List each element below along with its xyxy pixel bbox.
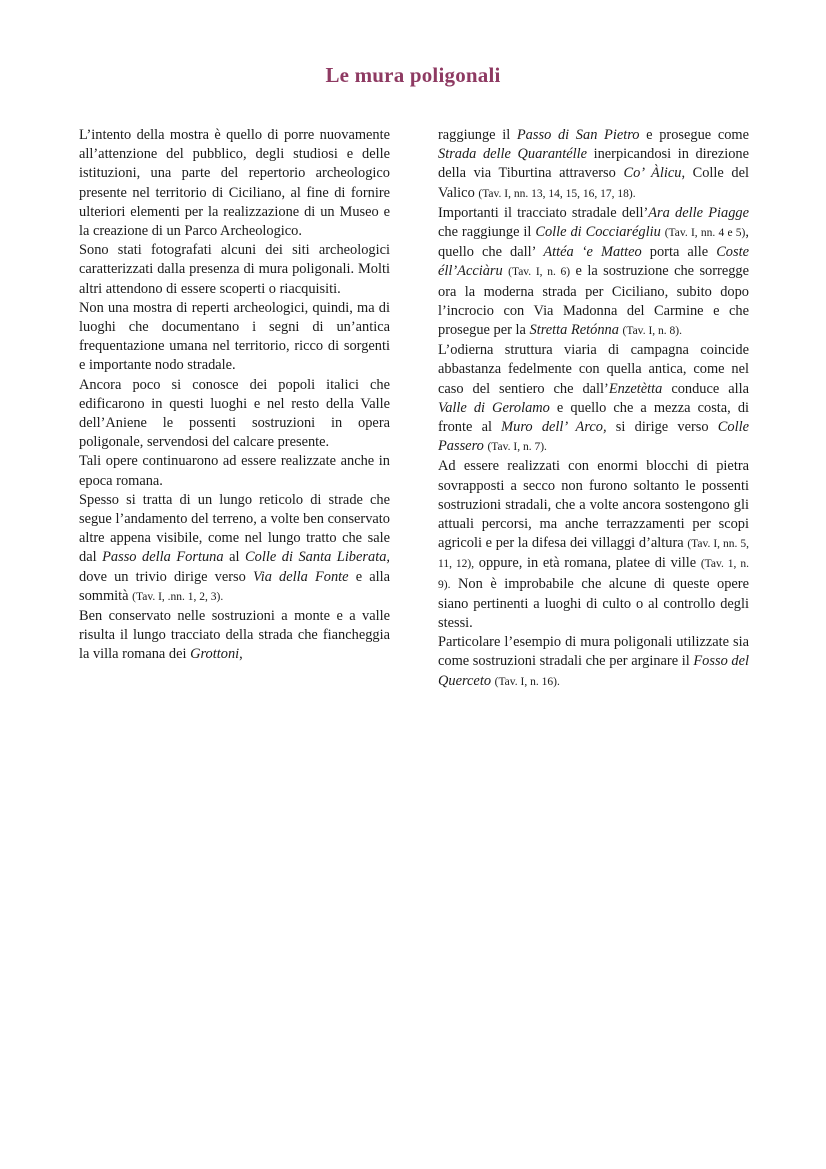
plate-reference: (Tav. I, n. 8). — [622, 325, 682, 338]
right-column — [438, 126, 749, 692]
place-name: Grottoni — [190, 646, 240, 663]
plate-reference: (Tav. I, n. 6) — [508, 266, 571, 279]
text-run: Ad essere realizzati con enormi blocchi di pietra sovrapposti a secco non furono soltanto le possenti sostruzioni stradali, che a volte ancora sostengono gli attuali percorsi, ma anche terrazzamenti per scopi agricoli e per la difesa dei villaggi d’altura — [438, 458, 749, 552]
place-name: Stretta Retónna — [529, 322, 619, 339]
text-run: raggiunge il — [438, 127, 517, 143]
paragraph — [438, 457, 749, 633]
text-run: oppure, in età romana, platee di ville — [474, 555, 701, 572]
text-run: Ben conservato nelle sostruzioni a monte e a valle risulta il lungo tracciato della strada che fiancheggia la villa romana dei — [79, 608, 390, 663]
place-name: Muro dell’ Arco, — [501, 419, 607, 436]
place-name: Coste éll’Acciàru — [438, 244, 749, 280]
place-name: Colle di Santa Liberata, — [245, 549, 390, 566]
paragraph — [79, 491, 390, 607]
text-run: L’odierna struttura viaria di campagna coincide abbastanza fedelmente con quella antica, come nel caso del sentiero che dall’ — [438, 342, 749, 397]
plate-reference: (Tav. I, nn. 5, 11, 12), — [438, 538, 749, 571]
left-column — [79, 126, 390, 665]
place-name: Strada delle Quarantélle — [438, 146, 588, 163]
text-run: Non è improbabile che alcune di queste opere siano pertinenti a luoghi di culto o al controllo degli stessi. — [438, 575, 749, 632]
text-run: Spesso si tratta di un lungo reticolo di strade che segue l’andamento del terreno, a volte ben conservato altre appena visibile, come nel lungo tratto che sale dal — [79, 491, 390, 566]
paragraph — [79, 607, 390, 665]
text-run: conduce alla — [662, 380, 749, 397]
paragraph: Sono stati fotografati alcuni dei siti archeologici caratterizzati dalla presenza di mura poligonali. Molti altri attendono di essere scoperti o riacquisiti. — [79, 242, 390, 297]
text-run: porta alle — [641, 244, 717, 261]
text-run: e quello che a mezza costa, di fronte al — [438, 399, 750, 436]
place-name: Passo della Fortuna — [102, 549, 224, 566]
text-run: Importanti il tracciato stradale dell’ — [438, 204, 649, 221]
place-name: Via della Fonte — [253, 568, 349, 585]
paragraph: L’intento della mostra è quello di porre nuovamente all’attenzione del pubblico, degli studiosi e delle istituzioni, una parte del repertorio archeologico presente nel territorio di Ciciliano, al fine di fornire ulteriori elementi per la realizzazione di un Museo e la creazione di un Parco Archeologico. — [79, 127, 390, 240]
plate-reference: (Tav. I, nn. 4 e 5) — [664, 227, 746, 240]
text-run: e la sostruzione che sorregge ora la moderna strada per Ciciliano, subito dopo l’incrocio con Via Madonna del Carmine e che prosegue per la — [438, 263, 749, 339]
text-run: si dirige verso — [606, 419, 718, 436]
plate-reference: (Tav. 1, n. 9). — [438, 558, 749, 591]
plate-reference: (Tav. I, n. 16). — [494, 675, 560, 688]
place-name: Colle di Cocciarégliu — [535, 224, 661, 241]
paragraph: Ancora poco si conosce dei popoli italici che edificarono in questi luoghi e nel resto della Valle dell’Aniene le possenti sostruzioni in opera poligonale, servendosi del calcare presente. — [79, 376, 390, 451]
paragraph: Non una mostra di reperti archeologici, quindi, ma di luoghi che documentano i segni di un’antica frequentazione umana nel territorio, ricco di sorgenti e importante nodo stradale. — [79, 299, 390, 374]
text-run: Particolare l’esempio di mura poligonali utilizzate sia come sostruzioni stradali che per arginare il — [438, 634, 749, 670]
paragraph — [438, 204, 749, 341]
text-run: e prosegue come — [639, 127, 750, 143]
plate-reference: (Tav. I, n. 7). — [487, 441, 547, 454]
place-name: Attéa ‘e Matteo — [543, 244, 642, 261]
paragraph: Tali opere continuarono ad essere realizzate anche in epoca romana. — [79, 453, 390, 489]
plate-reference: (Tav. I, nn. 13, 14, 15, 16, 17, 18). — [478, 187, 636, 200]
place-name: Passo di San Pietro — [516, 127, 640, 143]
text-run: , Colle del Valico — [438, 165, 749, 201]
place-name: Valle di Gerolamo — [438, 399, 550, 416]
paragraph — [438, 633, 749, 692]
text-run: inerpicandosi in direzione della via Tiburtina attraverso — [438, 146, 749, 182]
paragraph — [438, 126, 749, 204]
text-run: , quello che dall’ — [438, 224, 749, 261]
page-title: Le mura poligonali — [325, 63, 501, 87]
place-name: Colle Passero — [438, 419, 749, 455]
text-run: , — [239, 646, 243, 663]
place-name: Fosso del Querceto — [438, 653, 749, 689]
text-run: che raggiunge il — [438, 224, 536, 241]
place-name: Co’ Àlicu — [623, 165, 682, 182]
paragraph — [438, 341, 749, 457]
place-name: Enzetètta — [608, 380, 663, 397]
text-run: dove un trivio dirige verso — [79, 568, 253, 585]
text-run: e alla sommità — [79, 568, 390, 604]
text-run: al — [223, 549, 246, 566]
plate-reference: (Tav. I, .nn. 1, 2, 3). — [132, 590, 224, 603]
place-name: Ara delle Piagge — [648, 204, 749, 221]
